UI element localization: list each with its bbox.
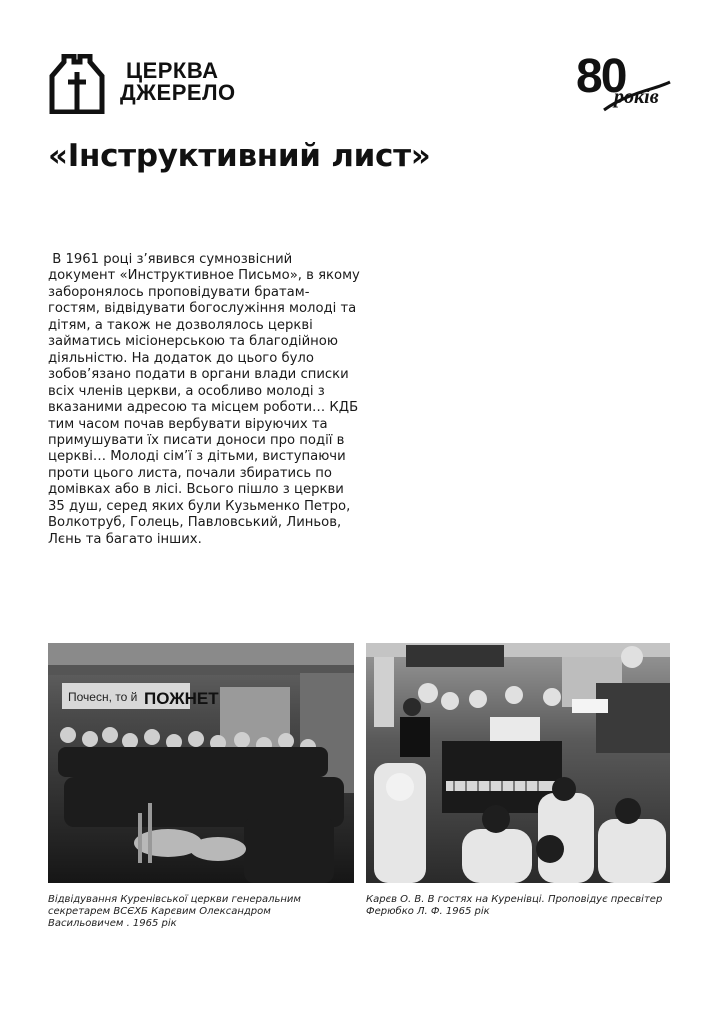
- anniversary-badge: [574, 52, 674, 118]
- photo-congregation: [48, 643, 354, 883]
- anniversary-number: 80: [576, 50, 626, 103]
- banner-left-text: Почесн, то й: [68, 690, 138, 704]
- photo-caption-left: Відвідування Куренівської церкви генеральним секретарем ВСЄХБ Карєвим Олександром Васильовичем . 1965 рік: [48, 894, 301, 929]
- church-name-line2: ДЖЕРЕЛО: [120, 80, 236, 105]
- church-name: [120, 60, 236, 104]
- anniversary-word: років: [614, 86, 659, 108]
- church-name-line1: ЦЕРКВА: [126, 58, 219, 83]
- banner-right-text: ПОЖНЕТ: [144, 689, 219, 708]
- body-paragraph: В 1961 році з’явився сумнозвісний документ «Инструктивное Письмо», в якому заборонялось проповідувати братам-гостям, відвідувати богослужіння молоді та дітям, а також не дозволялось церкві займатись місіонерською та благодійною діяльністю. На додаток до цього було зобов’язано подати в органи влади списки всіх членів церкви, а особливо молоді з вказаними адресою та місцем роботи… КДБ тим часом почав вербувати віруючих та примушувати їх писати доноси про події в церкві… Молоді сім’ї з дітьми, виступаючи проти цього листа, почали збиратись по домівках або в лісі. Всього пішло з церкви 35 душ, серед яких були Кузьменко Петро, Волкотруб, Голець, Павловський, Линьов, Лєнь та багато інших.: [48, 252, 365, 547]
- photo-sermon: [366, 643, 670, 883]
- church-cross-icon: [48, 54, 106, 114]
- page-title: «Інструктивний лист»: [48, 138, 431, 174]
- church-logo: [48, 54, 268, 114]
- photo-caption-right: Карєв О. В. В гостях на Куренівці. Проповідує пресвітер Ферюбко Л. Ф. 1965 рік: [366, 894, 663, 917]
